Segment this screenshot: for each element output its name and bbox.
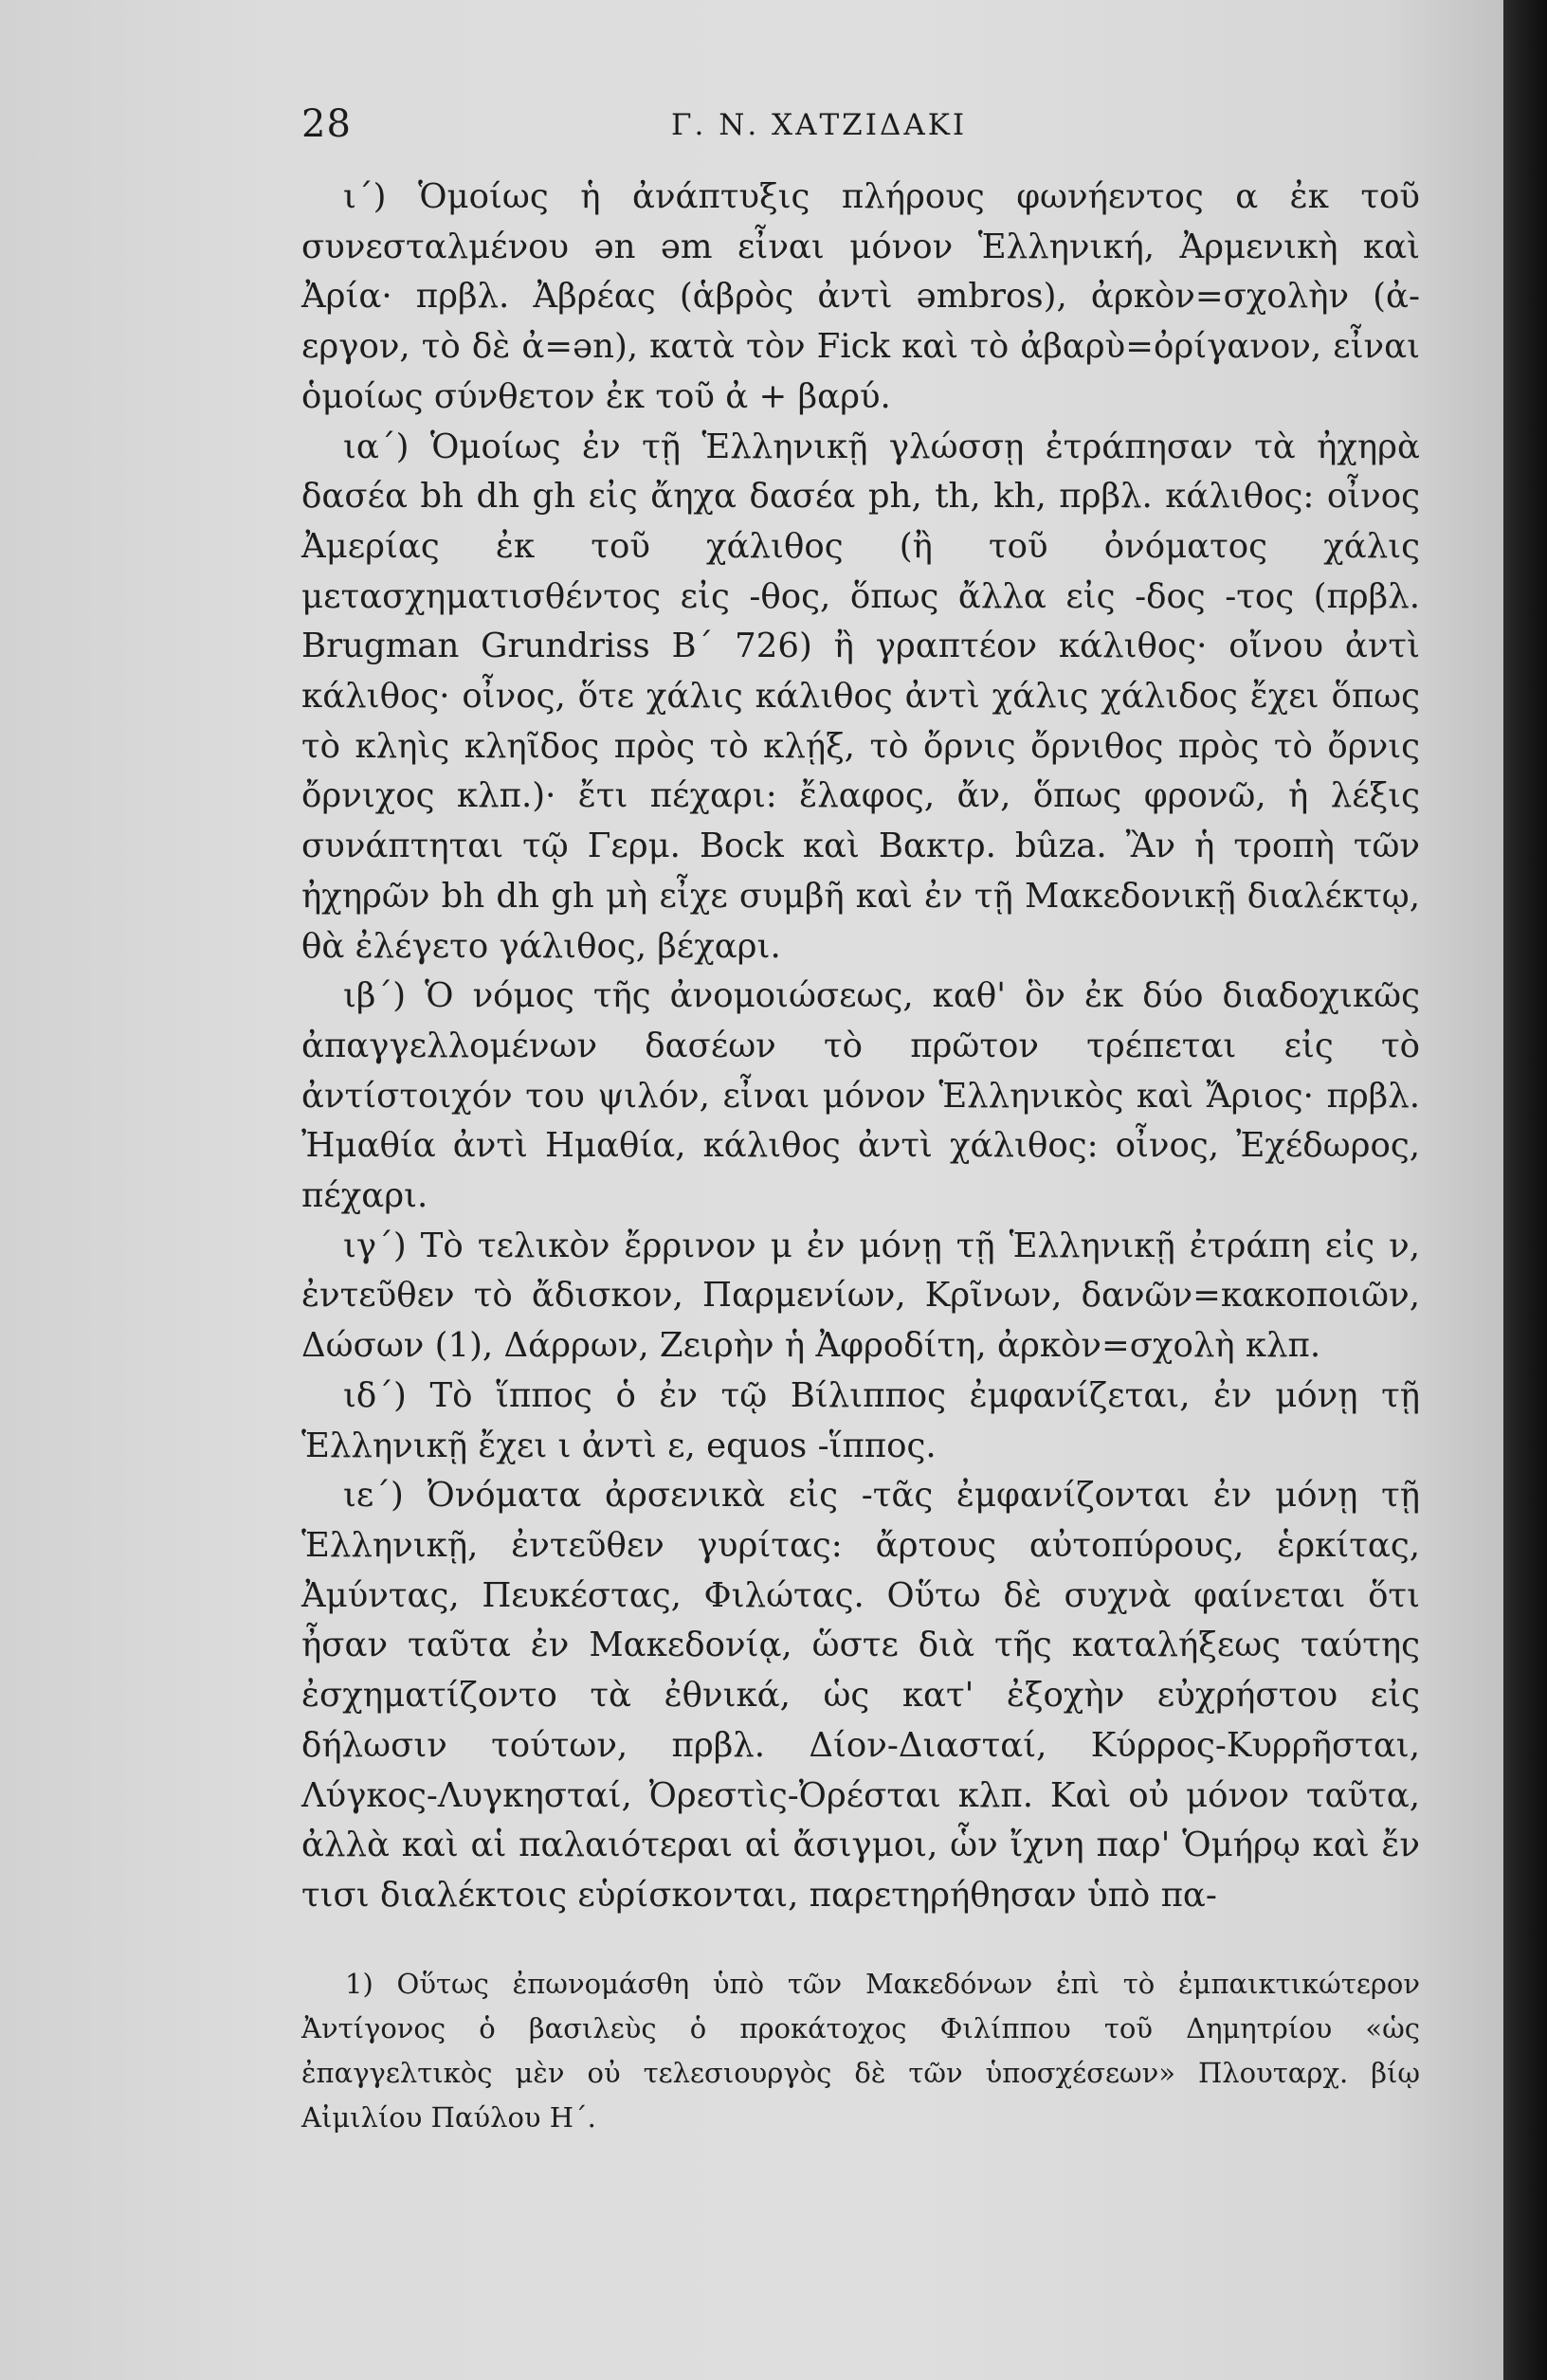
footnote xyxy=(301,1962,1420,2140)
paragraph-iota-delta: ιδ΄) Τὸ ἵππος ὁ ἐν τῷ Βίλιππος ἐμφανίζεται, ἐν μόνῃ τῇ Ἑλληνικῇ ἔχει ι ἀντὶ ε, equos -ἵππος. xyxy=(301,1375,1420,1465)
paragraph-iota-epsilon: ιε΄) Ὀνόματα ἀρσενικὰ εἰς -τᾶς ἐμφανίζονται ἐν μόνῃ τῇ Ἑλληνικῇ, ἐντεῦθεν γυρίτας: ἄρτους αὐτοπύρους, ἑρκίτας, Ἀμύντας, Πευκέστας, Φιλώτας. Οὕτω δὲ συχνὰ φαίνεται ὅτι ἦσαν ταῦτα ἐν Μακεδονίᾳ, ὥστε διὰ τῆς καταλήξεως ταύτης ἐσχηματίζοντο τὰ ἐθνικά, ὡς κατ' ἐξοχὴν εὐχρήστου εἰς δήλωσιν τούτων, πρβλ. Δίον-Διασταί, Κύρρος-Κυρρῆσται, Λύγκος-Λυγκησταί, Ὀρεστὶς-Ὀρέσται κλπ. Καὶ οὐ μόνον ταῦτα, ἀλλὰ καὶ αἱ παλαιότεραι αἱ ἄσιγμοι, ὧν ἴχνη παρ' Ὁμήρῳ καὶ ἔν τισι διαλέκτοις εὑρίσκονται, παρετηρήθησαν ὑπὸ πα- xyxy=(301,1476,1420,1915)
paragraph-iota: ι΄) Ὁμοίως ἡ ἀνάπτυξις πλήρους φωνήεντος α ἐκ τοῦ συνεσταλμένου ən əm εἶναι μόνον Ἑλληνική, Ἀρμενικὴ καὶ Ἀρία· πρβλ. Ἀβρέας (ἁβρὸς ἀντὶ əmbros), ἀρκὸν=σχολὴν (ἀ-εργον, τὸ δὲ ἀ=ən), κατὰ τὸν Fick καὶ τὸ ἀβαρὺ=ὀρίγανον, εἶναι ὁμοίως σύνθετον ἐκ τοῦ ἀ + βαρύ. xyxy=(301,177,1420,416)
page-number: 28 xyxy=(301,102,352,146)
main-text xyxy=(301,173,1420,1921)
paragraph-iota-gamma: ιγ΄) Τὸ τελικὸν ἔρρινον μ ἐν μόνῃ τῇ Ἑλληνικῇ ἐτράπη εἰς ν, ἐντεῦθεν τὸ ἄδισκον, Παρμενίων, Κρῖνων, δανῶν=κακοποιῶν, Δώσων (1), Δάρρων, Ζειρὴν ἡ Ἀφροδίτη, ἀρκὸν=σχολὴ κλπ. xyxy=(301,1226,1420,1366)
page-header xyxy=(301,102,1420,159)
footnote-text: 1) Οὕτως ἐπωνομάσθη ὑπὸ τῶν Μακεδόνων ἐπὶ τὸ ἐμπαικτικώτερον Ἀντίγονος ὁ βασιλεὺς ὁ προκάτοχος Φιλίππου τοῦ Δημητρίου «ὡς ἐπαγγελτικὸς μὲν οὐ τελεσιουργὸς δὲ τῶν ὑποσχέσεων» Πλουταρχ. βίῳ Αἰμιλίου Παύλου Η΄. xyxy=(301,1968,1420,2134)
paragraph-iota-alpha: ια΄) Ὁμοίως ἐν τῇ Ἑλληνικῇ γλώσσῃ ἐτράπησαν τὰ ἠχηρὰ δασέα bh dh gh εἰς ἄηχα δασέα ph, th, kh, πρβλ. κάλιθος: οἶνος Ἀμερίας ἐκ τοῦ χάλιθος (ἢ τοῦ ὀνόματος χάλις μετασχηματισθέντος εἰς -θος, ὅπως ἄλλα εἰς -δος -τος (πρβλ. Brugman Grundriss B΄ 726) ἢ γραπτέον κάλιθος· οἴνου ἀντὶ κάλιθος· οἶνος, ὅτε χάλις κάλιθος ἀντὶ χάλις χάλιδος ἔχει ὅπως τὸ κληὶς κληῖδος πρὸς τὸ κλῄξ, τὸ ὄρνις ὄρνιθος πρὸς τὸ ὄρνις ὄρνιχος κλπ.)· ἔτι πέχαρι: ἔλαφος, ἄν, ὅπως φρονῶ, ἡ λέξις συνάπτηται τῷ Γερμ. Bock καὶ Βακτρ. bûza. Ἂν ἡ τροπὴ τῶν ἠχηρῶν bh dh gh μὴ εἶχε συμβῆ καὶ ἐν τῇ Μακεδονικῇ διαλέκτῳ, θὰ ἐλέγετο γάλιθος, βέχαρι. xyxy=(301,427,1420,966)
paragraph-iota-beta: ιβ΄) Ὁ νόμος τῆς ἀνομοιώσεως, καθ' ὃν ἐκ δύο διαδοχικῶς ἀπαγγελλομένων δασέων τὸ πρῶτον τρέπεται εἰς τὸ ἀντίστοιχόν του ψιλόν, εἶναι μόνον Ἑλληνικὸς καὶ Ἄριος· πρβλ. Ἠμαθία ἀντὶ Ημαθία, κάλιθος ἀντὶ χάλιθος: οἶνος, Ἐχέδωρος, πέχαρι. xyxy=(301,976,1420,1216)
page-edge-shadow xyxy=(1503,0,1547,2380)
running-head: Γ. Ν. ΧΑΤΖΙΔΑΚΙ xyxy=(671,108,968,142)
